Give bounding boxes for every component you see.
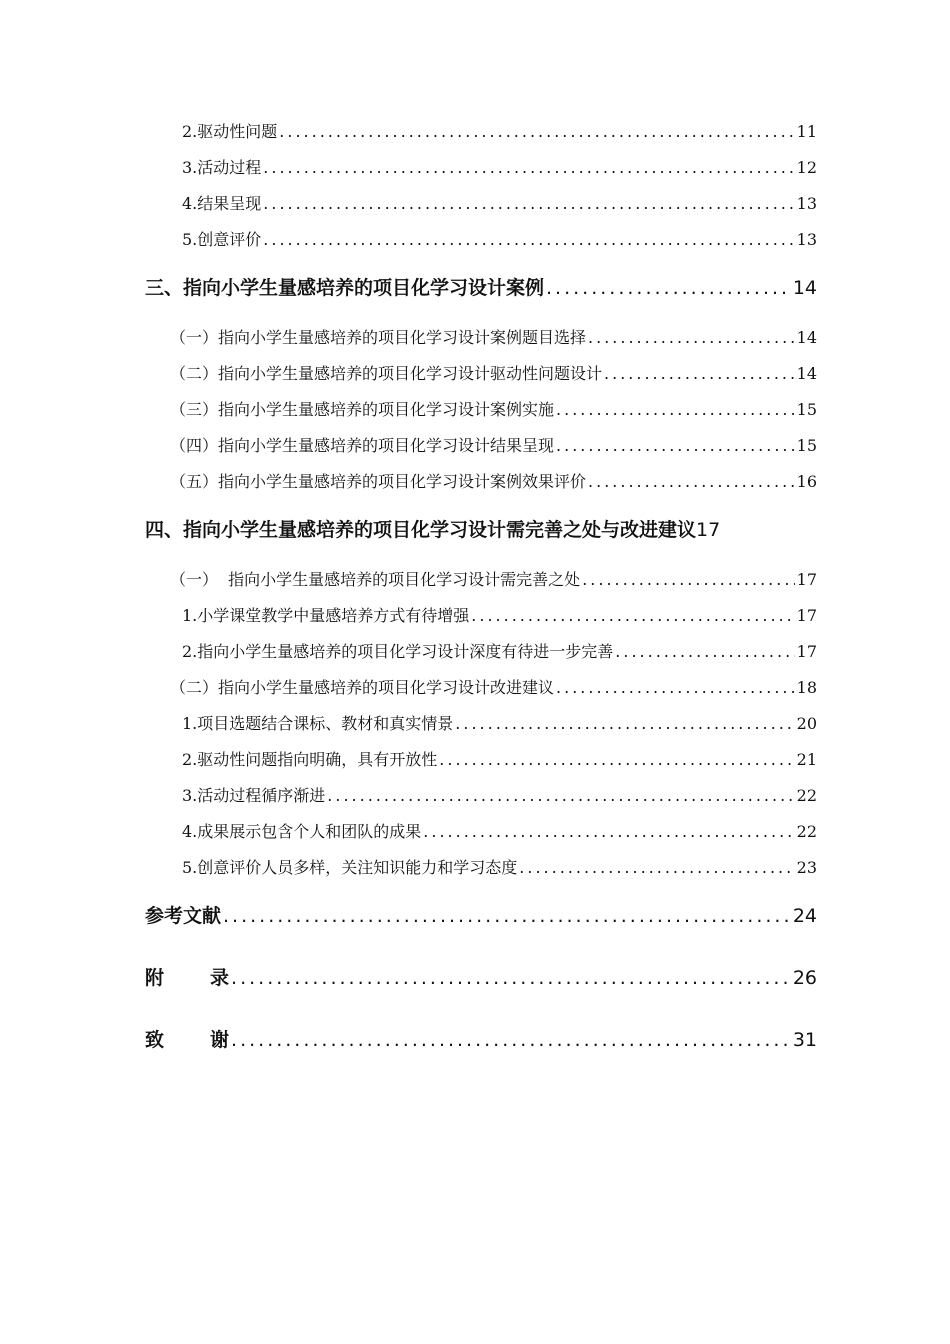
toc-chapter-label: 四、指向小学生量感培养的项目化学习设计需完善之处与改进建议 [145, 519, 697, 541]
toc-entry[interactable] [182, 155, 817, 178]
dot-leader [471, 606, 794, 625]
toc-entry-label: （四）指向小学生量感培养的项目化学习设计结果呈现 [170, 436, 555, 455]
toc-page-number: 13 [796, 194, 817, 213]
toc-chapter-entry[interactable] [145, 1025, 817, 1052]
toc-page-number: 13 [796, 230, 817, 249]
toc-page-number: 16 [796, 472, 817, 491]
dot-leader [588, 328, 795, 347]
toc-entry[interactable] [170, 325, 817, 348]
toc-entry[interactable] [170, 567, 817, 590]
dot-leader [556, 436, 795, 455]
dot-leader [556, 400, 795, 419]
toc-entry-label: 4.结果呈现 [182, 194, 262, 213]
dot-leader [556, 678, 795, 697]
toc-chapter-entry[interactable] [145, 963, 817, 990]
dot-leader [263, 194, 794, 213]
toc-entry-label: 5.创意评价人员多样，关注知识能力和学习态度 [182, 858, 518, 877]
toc-entry[interactable] [170, 433, 817, 456]
dot-leader [423, 822, 794, 841]
toc-entry[interactable] [170, 469, 817, 492]
toc-page-number: 24 [792, 905, 817, 927]
dot-leader [604, 364, 795, 383]
dot-leader [455, 714, 794, 733]
toc-entry-label: （三）指向小学生量感培养的项目化学习设计案例实施 [170, 400, 555, 419]
toc-page-number: 26 [792, 967, 817, 989]
toc-chapter-label-char: 致 [145, 1029, 165, 1051]
toc-page-number: 12 [796, 158, 817, 177]
toc-entry-label: （一） 指向小学生量感培养的项目化学习设计需完善之处 [170, 570, 581, 589]
toc-chapter-label [145, 963, 229, 990]
dot-leader [439, 750, 794, 769]
toc-entry-label: 4.成果展示包含个人和团队的成果 [182, 822, 422, 841]
toc-page-number: 17 [796, 570, 817, 589]
toc-page-number: 14 [792, 277, 817, 299]
toc-entry[interactable] [182, 783, 817, 806]
toc-page-number: 14 [796, 328, 817, 347]
toc-entry[interactable] [182, 711, 817, 734]
toc-entry[interactable] [182, 603, 817, 626]
toc-chapter-entry[interactable] [145, 515, 817, 542]
toc-page-number: 14 [796, 364, 817, 383]
toc-page-number: 17 [796, 606, 817, 625]
toc-page-number: 18 [796, 678, 817, 697]
dot-leader [231, 967, 791, 989]
dot-leader [263, 158, 794, 177]
toc-page-number: 20 [796, 714, 817, 733]
toc-page-number: 23 [796, 858, 817, 877]
toc-page-number: 11 [796, 122, 817, 141]
toc-chapter-entry[interactable] [145, 273, 817, 300]
toc-entry-label: （二）指向小学生量感培养的项目化学习设计改进建议 [170, 678, 555, 697]
toc-entry-label: 5.创意评价 [182, 230, 262, 249]
toc-entry-label: （五）指向小学生量感培养的项目化学习设计案例效果评价 [170, 472, 587, 491]
toc-entry[interactable] [182, 191, 817, 214]
toc-entry[interactable] [182, 639, 817, 662]
toc-entry[interactable] [182, 227, 817, 250]
toc-chapter-label: 参考文献 [145, 905, 222, 927]
toc-entry-label: 3.活动过程 [182, 158, 262, 177]
toc-entry[interactable] [182, 819, 817, 842]
toc-entry-label: 3.活动过程循序渐进 [182, 786, 326, 805]
toc-entry-label: （二）指向小学生量感培养的项目化学习设计驱动性问题设计 [170, 364, 603, 383]
toc-chapter-label-char: 谢 [210, 1029, 230, 1051]
toc-chapter-label: 三、指向小学生量感培养的项目化学习设计案例 [145, 277, 545, 299]
toc-chapter-label-char: 录 [210, 967, 230, 989]
toc-entry[interactable] [182, 119, 817, 142]
toc-chapter-label [145, 1025, 229, 1052]
dot-leader [223, 905, 791, 927]
toc-page-number: 31 [792, 1029, 817, 1051]
dot-leader [519, 858, 794, 877]
dot-leader [279, 122, 794, 141]
toc-entry[interactable] [170, 397, 817, 420]
dot-leader [582, 570, 794, 589]
dot-leader [588, 472, 795, 491]
dot-leader [231, 1029, 791, 1051]
toc-page-number: 17 [796, 642, 817, 661]
toc-chapter-label-char: 附 [145, 967, 165, 989]
toc-entry-label: 2.驱动性问题 [182, 122, 278, 141]
dot-leader [263, 230, 794, 249]
toc-entry-label: 2.指向小学生量感培养的项目化学习设计深度有待进一步完善 [182, 642, 614, 661]
toc-entry[interactable] [182, 855, 817, 878]
toc-page-number: 21 [796, 750, 817, 769]
toc-entry[interactable] [182, 747, 817, 770]
toc-entry[interactable] [170, 361, 817, 384]
toc-page-number: 22 [796, 786, 817, 805]
toc-entry-label: 1.小学课堂教学中量感培养方式有待增强 [182, 606, 470, 625]
toc-entry[interactable] [170, 675, 817, 698]
toc-entry-label: （一）指向小学生量感培养的项目化学习设计案例题目选择 [170, 328, 587, 347]
toc-chapter-entry[interactable] [145, 901, 817, 928]
toc-page-number: 15 [796, 400, 817, 419]
dot-leader [546, 277, 791, 299]
dot-leader [327, 786, 794, 805]
toc-page-number: 22 [796, 822, 817, 841]
toc-entry-label: 1.项目选题结合课标、教材和真实情景 [182, 714, 454, 733]
dot-leader [615, 642, 794, 661]
toc-page-number: 15 [796, 436, 817, 455]
toc-entry-label: 2.驱动性问题指向明确，具有开放性 [182, 750, 438, 769]
toc-page-number: 17 [696, 519, 721, 541]
